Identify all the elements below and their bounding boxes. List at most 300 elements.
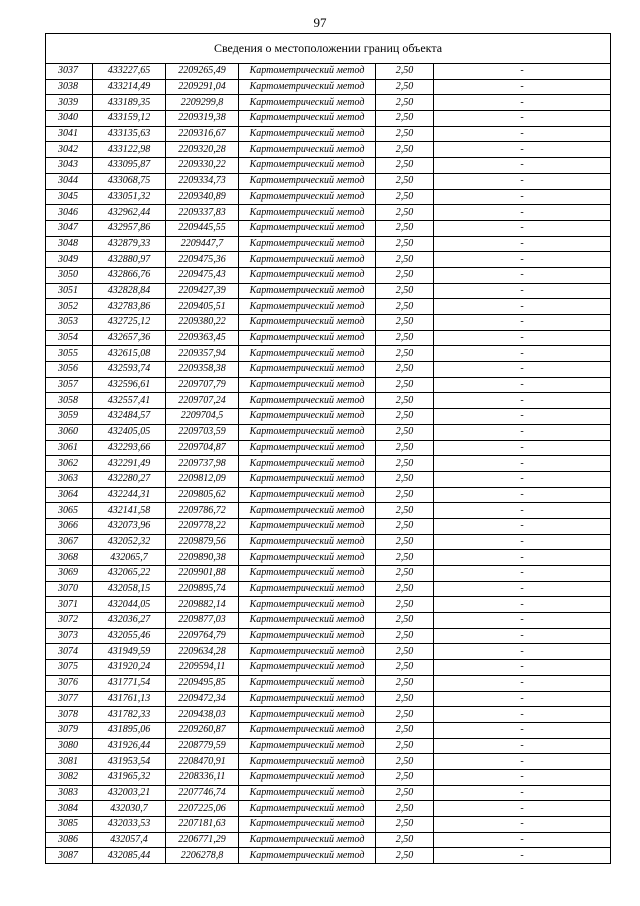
point-number-cell: 3054 xyxy=(46,330,93,346)
x-coordinate-cell: 433051,32 xyxy=(93,189,166,205)
x-coordinate-cell: 432244,31 xyxy=(93,487,166,503)
x-coordinate-cell: 432036,27 xyxy=(93,613,166,629)
point-number-cell: 3087 xyxy=(46,848,93,864)
table-row xyxy=(46,769,611,785)
accuracy-cell: 2,50 xyxy=(376,205,434,221)
x-coordinate-cell: 432280,27 xyxy=(93,471,166,487)
table-row xyxy=(46,440,611,456)
table-row xyxy=(46,236,611,252)
point-number-cell: 3079 xyxy=(46,722,93,738)
method-cell: Картометрический метод xyxy=(239,817,376,833)
accuracy-cell: 2,50 xyxy=(376,675,434,691)
method-cell: Картометрический метод xyxy=(239,236,376,252)
y-coordinate-cell: 2209320,28 xyxy=(166,142,239,158)
table-row xyxy=(46,550,611,566)
description-cell: - xyxy=(434,362,611,378)
point-number-cell: 3086 xyxy=(46,832,93,848)
method-cell: Картометрический метод xyxy=(239,738,376,754)
description-cell: - xyxy=(434,471,611,487)
y-coordinate-cell: 2206771,29 xyxy=(166,832,239,848)
method-cell: Картометрический метод xyxy=(239,362,376,378)
point-number-cell: 3084 xyxy=(46,801,93,817)
table-row xyxy=(46,330,611,346)
table-row xyxy=(46,613,611,629)
accuracy-cell: 2,50 xyxy=(376,754,434,770)
description-cell: - xyxy=(434,534,611,550)
y-coordinate-cell: 2209704,87 xyxy=(166,440,239,456)
method-cell: Картометрический метод xyxy=(239,769,376,785)
y-coordinate-cell: 2209707,79 xyxy=(166,377,239,393)
method-cell: Картометрический метод xyxy=(239,550,376,566)
y-coordinate-cell: 2209363,45 xyxy=(166,330,239,346)
method-cell: Картометрический метод xyxy=(239,64,376,80)
point-number-cell: 3077 xyxy=(46,691,93,707)
description-cell: - xyxy=(434,566,611,582)
method-cell: Картометрический метод xyxy=(239,220,376,236)
x-coordinate-cell: 432596,61 xyxy=(93,377,166,393)
table-row xyxy=(46,675,611,691)
point-number-cell: 3049 xyxy=(46,252,93,268)
description-cell: - xyxy=(434,424,611,440)
accuracy-cell: 2,50 xyxy=(376,283,434,299)
description-cell: - xyxy=(434,252,611,268)
table-row xyxy=(46,738,611,754)
description-cell: - xyxy=(434,440,611,456)
x-coordinate-cell: 433159,12 xyxy=(93,111,166,127)
point-number-cell: 3038 xyxy=(46,79,93,95)
description-cell: - xyxy=(434,64,611,80)
y-coordinate-cell: 2209265,49 xyxy=(166,64,239,80)
description-cell: - xyxy=(434,267,611,283)
accuracy-cell: 2,50 xyxy=(376,158,434,174)
point-number-cell: 3070 xyxy=(46,581,93,597)
point-number-cell: 3061 xyxy=(46,440,93,456)
point-number-cell: 3068 xyxy=(46,550,93,566)
description-cell: - xyxy=(434,205,611,221)
description-cell: - xyxy=(434,613,611,629)
description-cell: - xyxy=(434,95,611,111)
y-coordinate-cell: 2209340,89 xyxy=(166,189,239,205)
description-cell: - xyxy=(434,330,611,346)
accuracy-cell: 2,50 xyxy=(376,769,434,785)
x-coordinate-cell: 432003,21 xyxy=(93,785,166,801)
description-cell: - xyxy=(434,111,611,127)
point-number-cell: 3046 xyxy=(46,205,93,221)
point-number-cell: 3056 xyxy=(46,362,93,378)
description-cell: - xyxy=(434,801,611,817)
y-coordinate-cell: 2209890,38 xyxy=(166,550,239,566)
method-cell: Картометрический метод xyxy=(239,95,376,111)
y-coordinate-cell: 2209380,22 xyxy=(166,315,239,331)
point-number-cell: 3041 xyxy=(46,126,93,142)
accuracy-cell: 2,50 xyxy=(376,126,434,142)
point-number-cell: 3055 xyxy=(46,346,93,362)
accuracy-cell: 2,50 xyxy=(376,330,434,346)
y-coordinate-cell: 2209786,72 xyxy=(166,503,239,519)
x-coordinate-cell: 432291,49 xyxy=(93,456,166,472)
method-cell: Картометрический метод xyxy=(239,456,376,472)
y-coordinate-cell: 2209358,38 xyxy=(166,362,239,378)
accuracy-cell: 2,50 xyxy=(376,660,434,676)
description-cell: - xyxy=(434,409,611,425)
boundary-table-container xyxy=(45,33,610,864)
table-row xyxy=(46,142,611,158)
description-cell: - xyxy=(434,832,611,848)
accuracy-cell: 2,50 xyxy=(376,142,434,158)
description-cell: - xyxy=(434,377,611,393)
table-row xyxy=(46,283,611,299)
accuracy-cell: 2,50 xyxy=(376,236,434,252)
method-cell: Картометрический метод xyxy=(239,173,376,189)
table-row xyxy=(46,158,611,174)
table-row xyxy=(46,754,611,770)
x-coordinate-cell: 432593,74 xyxy=(93,362,166,378)
y-coordinate-cell: 2209707,24 xyxy=(166,393,239,409)
boundary-coordinates-table xyxy=(45,33,611,864)
accuracy-cell: 2,50 xyxy=(376,267,434,283)
description-cell: - xyxy=(434,346,611,362)
x-coordinate-cell: 432484,57 xyxy=(93,409,166,425)
description-cell: - xyxy=(434,691,611,707)
description-cell: - xyxy=(434,754,611,770)
point-number-cell: 3037 xyxy=(46,64,93,80)
table-row xyxy=(46,597,611,613)
point-number-cell: 3072 xyxy=(46,613,93,629)
point-number-cell: 3045 xyxy=(46,189,93,205)
point-number-cell: 3078 xyxy=(46,707,93,723)
x-coordinate-cell: 432957,86 xyxy=(93,220,166,236)
method-cell: Картометрический метод xyxy=(239,315,376,331)
y-coordinate-cell: 2209778,22 xyxy=(166,518,239,534)
table-row xyxy=(46,220,611,236)
y-coordinate-cell: 2209405,51 xyxy=(166,299,239,315)
table-row xyxy=(46,79,611,95)
x-coordinate-cell: 432065,22 xyxy=(93,566,166,582)
y-coordinate-cell: 2209427,39 xyxy=(166,283,239,299)
x-coordinate-cell: 432657,36 xyxy=(93,330,166,346)
description-cell: - xyxy=(434,393,611,409)
y-coordinate-cell: 2208470,91 xyxy=(166,754,239,770)
accuracy-cell: 2,50 xyxy=(376,738,434,754)
y-coordinate-cell: 2209812,09 xyxy=(166,471,239,487)
accuracy-cell: 2,50 xyxy=(376,518,434,534)
table-title-row xyxy=(46,34,611,64)
table-row xyxy=(46,64,611,80)
x-coordinate-cell: 432065,7 xyxy=(93,550,166,566)
y-coordinate-cell: 2209445,55 xyxy=(166,220,239,236)
accuracy-cell: 2,50 xyxy=(376,471,434,487)
accuracy-cell: 2,50 xyxy=(376,362,434,378)
method-cell: Картометрический метод xyxy=(239,283,376,299)
x-coordinate-cell: 432033,53 xyxy=(93,817,166,833)
accuracy-cell: 2,50 xyxy=(376,487,434,503)
method-cell: Картометрический метод xyxy=(239,785,376,801)
description-cell: - xyxy=(434,79,611,95)
point-number-cell: 3040 xyxy=(46,111,93,127)
method-cell: Картометрический метод xyxy=(239,205,376,221)
y-coordinate-cell: 2209472,34 xyxy=(166,691,239,707)
y-coordinate-cell: 2207746,74 xyxy=(166,785,239,801)
method-cell: Картометрический метод xyxy=(239,832,376,848)
y-coordinate-cell: 2209357,94 xyxy=(166,346,239,362)
x-coordinate-cell: 432725,12 xyxy=(93,315,166,331)
point-number-cell: 3066 xyxy=(46,518,93,534)
x-coordinate-cell: 432073,96 xyxy=(93,518,166,534)
method-cell: Картометрический метод xyxy=(239,660,376,676)
method-cell: Картометрический метод xyxy=(239,566,376,582)
y-coordinate-cell: 2209330,22 xyxy=(166,158,239,174)
point-number-cell: 3083 xyxy=(46,785,93,801)
accuracy-cell: 2,50 xyxy=(376,848,434,864)
accuracy-cell: 2,50 xyxy=(376,597,434,613)
table-row xyxy=(46,487,611,503)
accuracy-cell: 2,50 xyxy=(376,456,434,472)
accuracy-cell: 2,50 xyxy=(376,722,434,738)
accuracy-cell: 2,50 xyxy=(376,581,434,597)
point-number-cell: 3050 xyxy=(46,267,93,283)
x-coordinate-cell: 433227,65 xyxy=(93,64,166,80)
accuracy-cell: 2,50 xyxy=(376,95,434,111)
table-row xyxy=(46,424,611,440)
description-cell: - xyxy=(434,769,611,785)
point-number-cell: 3082 xyxy=(46,769,93,785)
x-coordinate-cell: 432052,32 xyxy=(93,534,166,550)
x-coordinate-cell: 432057,4 xyxy=(93,832,166,848)
accuracy-cell: 2,50 xyxy=(376,644,434,660)
x-coordinate-cell: 431965,32 xyxy=(93,769,166,785)
description-cell: - xyxy=(434,456,611,472)
method-cell: Картометрический метод xyxy=(239,644,376,660)
point-number-cell: 3076 xyxy=(46,675,93,691)
x-coordinate-cell: 432783,86 xyxy=(93,299,166,315)
x-coordinate-cell: 432962,44 xyxy=(93,205,166,221)
table-row xyxy=(46,377,611,393)
description-cell: - xyxy=(434,236,611,252)
method-cell: Картометрический метод xyxy=(239,377,376,393)
point-number-cell: 3073 xyxy=(46,628,93,644)
description-cell: - xyxy=(434,503,611,519)
method-cell: Картометрический метод xyxy=(239,691,376,707)
method-cell: Картометрический метод xyxy=(239,597,376,613)
x-coordinate-cell: 433122,98 xyxy=(93,142,166,158)
y-coordinate-cell: 2208779,59 xyxy=(166,738,239,754)
description-cell: - xyxy=(434,644,611,660)
accuracy-cell: 2,50 xyxy=(376,691,434,707)
y-coordinate-cell: 2209475,43 xyxy=(166,267,239,283)
description-cell: - xyxy=(434,142,611,158)
table-row xyxy=(46,503,611,519)
description-cell: - xyxy=(434,848,611,864)
x-coordinate-cell: 431949,59 xyxy=(93,644,166,660)
method-cell: Картометрический метод xyxy=(239,471,376,487)
table-row xyxy=(46,722,611,738)
x-coordinate-cell: 432557,41 xyxy=(93,393,166,409)
accuracy-cell: 2,50 xyxy=(376,189,434,205)
description-cell: - xyxy=(434,550,611,566)
description-cell: - xyxy=(434,675,611,691)
y-coordinate-cell: 2209877,03 xyxy=(166,613,239,629)
accuracy-cell: 2,50 xyxy=(376,346,434,362)
description-cell: - xyxy=(434,283,611,299)
method-cell: Картометрический метод xyxy=(239,722,376,738)
table-row xyxy=(46,409,611,425)
point-number-cell: 3069 xyxy=(46,566,93,582)
table-body xyxy=(46,64,611,864)
y-coordinate-cell: 2209882,14 xyxy=(166,597,239,613)
table-row xyxy=(46,785,611,801)
y-coordinate-cell: 2209291,04 xyxy=(166,79,239,95)
x-coordinate-cell: 432085,44 xyxy=(93,848,166,864)
accuracy-cell: 2,50 xyxy=(376,315,434,331)
point-number-cell: 3060 xyxy=(46,424,93,440)
y-coordinate-cell: 2209475,36 xyxy=(166,252,239,268)
table-row xyxy=(46,581,611,597)
method-cell: Картометрический метод xyxy=(239,267,376,283)
y-coordinate-cell: 2209438,03 xyxy=(166,707,239,723)
accuracy-cell: 2,50 xyxy=(376,628,434,644)
accuracy-cell: 2,50 xyxy=(376,785,434,801)
accuracy-cell: 2,50 xyxy=(376,566,434,582)
x-coordinate-cell: 433214,49 xyxy=(93,79,166,95)
point-number-cell: 3039 xyxy=(46,95,93,111)
table-row xyxy=(46,707,611,723)
table-row xyxy=(46,173,611,189)
x-coordinate-cell: 431782,33 xyxy=(93,707,166,723)
accuracy-cell: 2,50 xyxy=(376,440,434,456)
method-cell: Картометрический метод xyxy=(239,534,376,550)
y-coordinate-cell: 2209879,56 xyxy=(166,534,239,550)
x-coordinate-cell: 432141,58 xyxy=(93,503,166,519)
point-number-cell: 3052 xyxy=(46,299,93,315)
point-number-cell: 3053 xyxy=(46,315,93,331)
y-coordinate-cell: 2209703,59 xyxy=(166,424,239,440)
table-row xyxy=(46,801,611,817)
point-number-cell: 3048 xyxy=(46,236,93,252)
x-coordinate-cell: 432880,97 xyxy=(93,252,166,268)
description-cell: - xyxy=(434,581,611,597)
x-coordinate-cell: 433068,75 xyxy=(93,173,166,189)
y-coordinate-cell: 2209319,38 xyxy=(166,111,239,127)
method-cell: Картометрический метод xyxy=(239,848,376,864)
x-coordinate-cell: 432828,84 xyxy=(93,283,166,299)
description-cell: - xyxy=(434,722,611,738)
description-cell: - xyxy=(434,487,611,503)
x-coordinate-cell: 432293,66 xyxy=(93,440,166,456)
description-cell: - xyxy=(434,220,611,236)
method-cell: Картометрический метод xyxy=(239,801,376,817)
x-coordinate-cell: 432866,76 xyxy=(93,267,166,283)
accuracy-cell: 2,50 xyxy=(376,173,434,189)
accuracy-cell: 2,50 xyxy=(376,111,434,127)
accuracy-cell: 2,50 xyxy=(376,424,434,440)
accuracy-cell: 2,50 xyxy=(376,801,434,817)
point-number-cell: 3064 xyxy=(46,487,93,503)
y-coordinate-cell: 2209901,88 xyxy=(166,566,239,582)
x-coordinate-cell: 431953,54 xyxy=(93,754,166,770)
table-title: Сведения о местоположении границ объекта xyxy=(46,34,611,64)
method-cell: Картометрический метод xyxy=(239,158,376,174)
method-cell: Картометрический метод xyxy=(239,613,376,629)
table-row xyxy=(46,111,611,127)
table-row xyxy=(46,126,611,142)
accuracy-cell: 2,50 xyxy=(376,503,434,519)
method-cell: Картометрический метод xyxy=(239,518,376,534)
method-cell: Картометрический метод xyxy=(239,409,376,425)
method-cell: Картометрический метод xyxy=(239,189,376,205)
point-number-cell: 3085 xyxy=(46,817,93,833)
x-coordinate-cell: 432879,33 xyxy=(93,236,166,252)
description-cell: - xyxy=(434,785,611,801)
method-cell: Картометрический метод xyxy=(239,628,376,644)
accuracy-cell: 2,50 xyxy=(376,550,434,566)
y-coordinate-cell: 2209805,62 xyxy=(166,487,239,503)
description-cell: - xyxy=(434,126,611,142)
method-cell: Картометрический метод xyxy=(239,581,376,597)
description-cell: - xyxy=(434,707,611,723)
accuracy-cell: 2,50 xyxy=(376,79,434,95)
table-row xyxy=(46,189,611,205)
table-row xyxy=(46,315,611,331)
description-cell: - xyxy=(434,738,611,754)
x-coordinate-cell: 432044,05 xyxy=(93,597,166,613)
y-coordinate-cell: 2209495,85 xyxy=(166,675,239,691)
point-number-cell: 3058 xyxy=(46,393,93,409)
point-number-cell: 3059 xyxy=(46,409,93,425)
y-coordinate-cell: 2209337,83 xyxy=(166,205,239,221)
method-cell: Картометрический метод xyxy=(239,754,376,770)
y-coordinate-cell: 2207225,06 xyxy=(166,801,239,817)
table-row xyxy=(46,95,611,111)
x-coordinate-cell: 433095,87 xyxy=(93,158,166,174)
description-cell: - xyxy=(434,660,611,676)
y-coordinate-cell: 2206278,8 xyxy=(166,848,239,864)
method-cell: Картометрический метод xyxy=(239,440,376,456)
description-cell: - xyxy=(434,817,611,833)
x-coordinate-cell: 432405,05 xyxy=(93,424,166,440)
table-row xyxy=(46,299,611,315)
table-row xyxy=(46,832,611,848)
table-row xyxy=(46,456,611,472)
method-cell: Картометрический метод xyxy=(239,142,376,158)
method-cell: Картометрический метод xyxy=(239,79,376,95)
y-coordinate-cell: 2209594,11 xyxy=(166,660,239,676)
accuracy-cell: 2,50 xyxy=(376,534,434,550)
description-cell: - xyxy=(434,189,611,205)
point-number-cell: 3044 xyxy=(46,173,93,189)
page-number: 97 xyxy=(313,15,327,30)
accuracy-cell: 2,50 xyxy=(376,707,434,723)
description-cell: - xyxy=(434,597,611,613)
point-number-cell: 3067 xyxy=(46,534,93,550)
table-row xyxy=(46,267,611,283)
x-coordinate-cell: 431895,06 xyxy=(93,722,166,738)
table-row xyxy=(46,817,611,833)
table-row xyxy=(46,691,611,707)
point-number-cell: 3071 xyxy=(46,597,93,613)
table-row xyxy=(46,362,611,378)
point-number-cell: 3042 xyxy=(46,142,93,158)
point-number-cell: 3065 xyxy=(46,503,93,519)
description-cell: - xyxy=(434,315,611,331)
y-coordinate-cell: 2209704,5 xyxy=(166,409,239,425)
x-coordinate-cell: 432030,7 xyxy=(93,801,166,817)
method-cell: Картометрический метод xyxy=(239,299,376,315)
x-coordinate-cell: 431771,54 xyxy=(93,675,166,691)
table-row xyxy=(46,534,611,550)
y-coordinate-cell: 2209634,28 xyxy=(166,644,239,660)
y-coordinate-cell: 2209299,8 xyxy=(166,95,239,111)
accuracy-cell: 2,50 xyxy=(376,832,434,848)
